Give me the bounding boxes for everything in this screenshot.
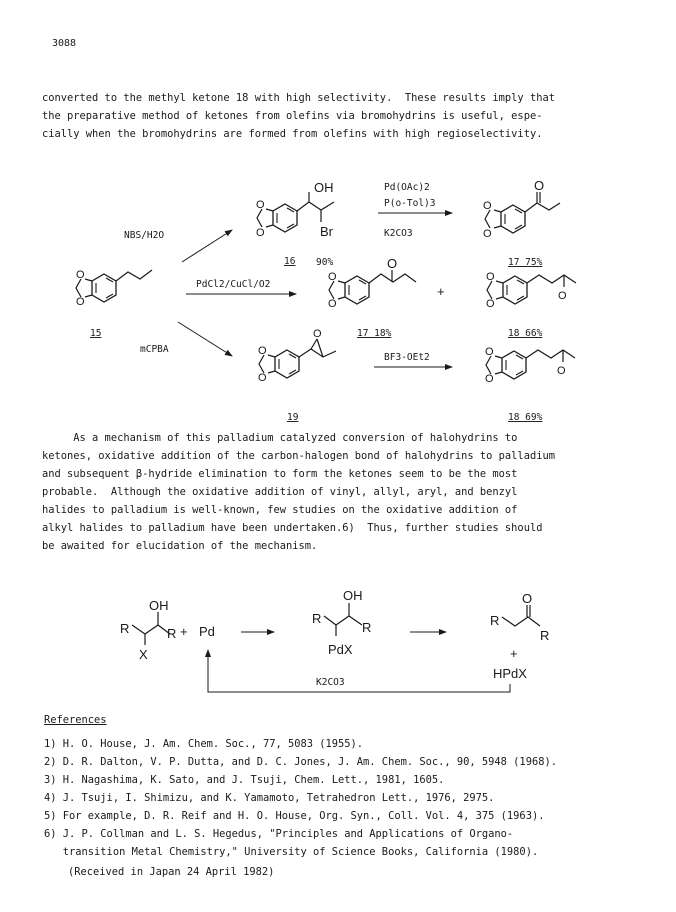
atom-o: O <box>558 290 567 302</box>
atom-o: O <box>313 328 322 340</box>
atom-o: O <box>485 346 494 358</box>
atom-o: O <box>328 298 337 310</box>
atom-r: R <box>362 620 372 635</box>
reference-item: 3) H. Nagashima, K. Sato, and J. Tsuji, Chem. Lett., 1981, 1605. <box>44 774 445 786</box>
label-90: 90% <box>316 257 334 268</box>
label-17-75: 17 75% <box>508 257 543 268</box>
compound-16-structure <box>256 180 334 239</box>
atom-o: O <box>256 199 265 211</box>
received-date: (Received in Japan 24 April 1982) <box>68 866 275 878</box>
compound-15-label: 15 <box>90 328 102 339</box>
compound-18b-structure <box>485 346 575 385</box>
label-17-18: 17 18% <box>357 328 392 339</box>
atom-o: O <box>486 298 495 310</box>
compound-15-structure <box>76 269 152 308</box>
plus-sign: + <box>437 284 445 299</box>
atom-o: O <box>534 178 545 193</box>
intro-line: cially when the bromohydrins are formed from olefins with high regioselectivity. <box>42 128 543 140</box>
reagent-mcpba: mCPBA <box>140 344 169 355</box>
atom-o: O <box>486 271 495 283</box>
reagent-bf3: BF3-OEt2 <box>384 352 430 363</box>
plus-sign: + <box>180 624 188 639</box>
atom-o: O <box>76 269 85 281</box>
reagent-pdcl2: PdCl2/CuCl/O2 <box>196 279 271 290</box>
mechanism-line: As a mechanism of this palladium catalyzed conversion of halohydrins to <box>42 432 518 444</box>
atom-o: O <box>483 200 492 212</box>
mechanism-line: alkyl halides to palladium have been undertaken.6) Thus, further studies should <box>42 522 543 534</box>
mechanism-line: halides to palladium is well-known, few studies on the oxidative addition of <box>42 504 518 516</box>
atom-x: X <box>139 647 148 662</box>
mechanism-line: probable. Although the oxidative addition of vinyl, allyl, aryl, and benzyl <box>42 486 518 498</box>
atom-oh: OH <box>314 180 334 195</box>
reference-item: 1) H. O. House, J. Am. Chem. Soc., 77, 5083 (1955). <box>44 738 364 750</box>
reagent-potol3: P(o-Tol)3 <box>384 198 436 209</box>
reference-item: 6) J. P. Collman and L. S. Hegedus, "Principles and Applications of Organo- <box>44 828 514 840</box>
atom-br: Br <box>320 224 333 239</box>
atom-o: O <box>256 227 265 239</box>
atom-o: O <box>387 256 398 271</box>
mechanism-line: and subsequent β-hydride elimination to form the ketones seem to be the most <box>42 468 518 480</box>
mechanism-scheme <box>120 588 549 692</box>
atom-r: R <box>540 628 550 643</box>
compound-16-label: 16 <box>284 256 296 267</box>
reference-item: 5) For example, D. R. Reif and H. O. House, Org. Syn., Coll. Vol. 4, 375 (1963). <box>44 810 545 822</box>
reference-item: transition Metal Chemistry," University of Science Books, California (1980). <box>44 846 539 858</box>
atom-r: R <box>312 611 322 626</box>
reference-item: 4) J. Tsuji, I. Shimizu, and K. Yamamoto, Tetrahedron Lett., 1976, 2975. <box>44 792 495 804</box>
atom-o: O <box>328 271 337 283</box>
hpdx-label: HPdX <box>493 666 527 681</box>
label-18-69: 18 69% <box>508 412 543 423</box>
atom-r: R <box>490 613 500 628</box>
intro-line: converted to the methyl ketone 18 with high selectivity. These results imply that <box>42 92 555 104</box>
label-18-66: 18 66% <box>508 328 543 339</box>
mechanism-line: ketones, oxidative addition of the carbon-halogen bond of halohydrins to palladium <box>42 450 555 462</box>
atom-r: R <box>167 626 177 641</box>
atom-o: O <box>557 365 566 377</box>
pdx-label: PdX <box>328 642 353 657</box>
page-number: 3088 <box>52 38 77 49</box>
k2co3-label: K2CO3 <box>316 677 345 688</box>
atom-o: O <box>485 373 494 385</box>
intro-line: the preparative method of ketones from olefins via bromohydrins is useful, espe- <box>42 110 543 122</box>
atom-o: O <box>76 296 85 308</box>
reagent-nbs: NBS/H2O <box>124 230 165 241</box>
compound-18-structure <box>486 271 576 310</box>
arrow-nbs <box>182 230 232 262</box>
pd-label: Pd <box>199 624 215 639</box>
arrow-mcpba <box>178 322 232 356</box>
mechanism-line: be awaited for elucidation of the mechanism. <box>42 540 318 552</box>
plus-sign: + <box>510 646 518 661</box>
atom-o: O <box>258 372 267 384</box>
atom-oh: OH <box>149 598 169 613</box>
atom-o: O <box>258 345 267 357</box>
reagent-pdoac2: Pd(OAc)2 <box>384 182 430 193</box>
compound-19-structure <box>258 328 336 384</box>
references-heading: References <box>44 714 107 726</box>
reference-item: 2) D. R. Dalton, V. P. Dutta, and D. C. Jones, J. Am. Chem. Soc., 90, 5948 (1968). <box>44 756 557 768</box>
atom-r: R <box>120 621 130 636</box>
compound-17-structure <box>483 178 560 240</box>
reagent-k2co3: K2CO3 <box>384 228 413 239</box>
compound-17b-structure <box>328 256 416 310</box>
atom-o: O <box>483 228 492 240</box>
atom-o: O <box>522 591 533 606</box>
atom-oh: OH <box>343 588 363 603</box>
compound-19-label: 19 <box>287 412 299 423</box>
